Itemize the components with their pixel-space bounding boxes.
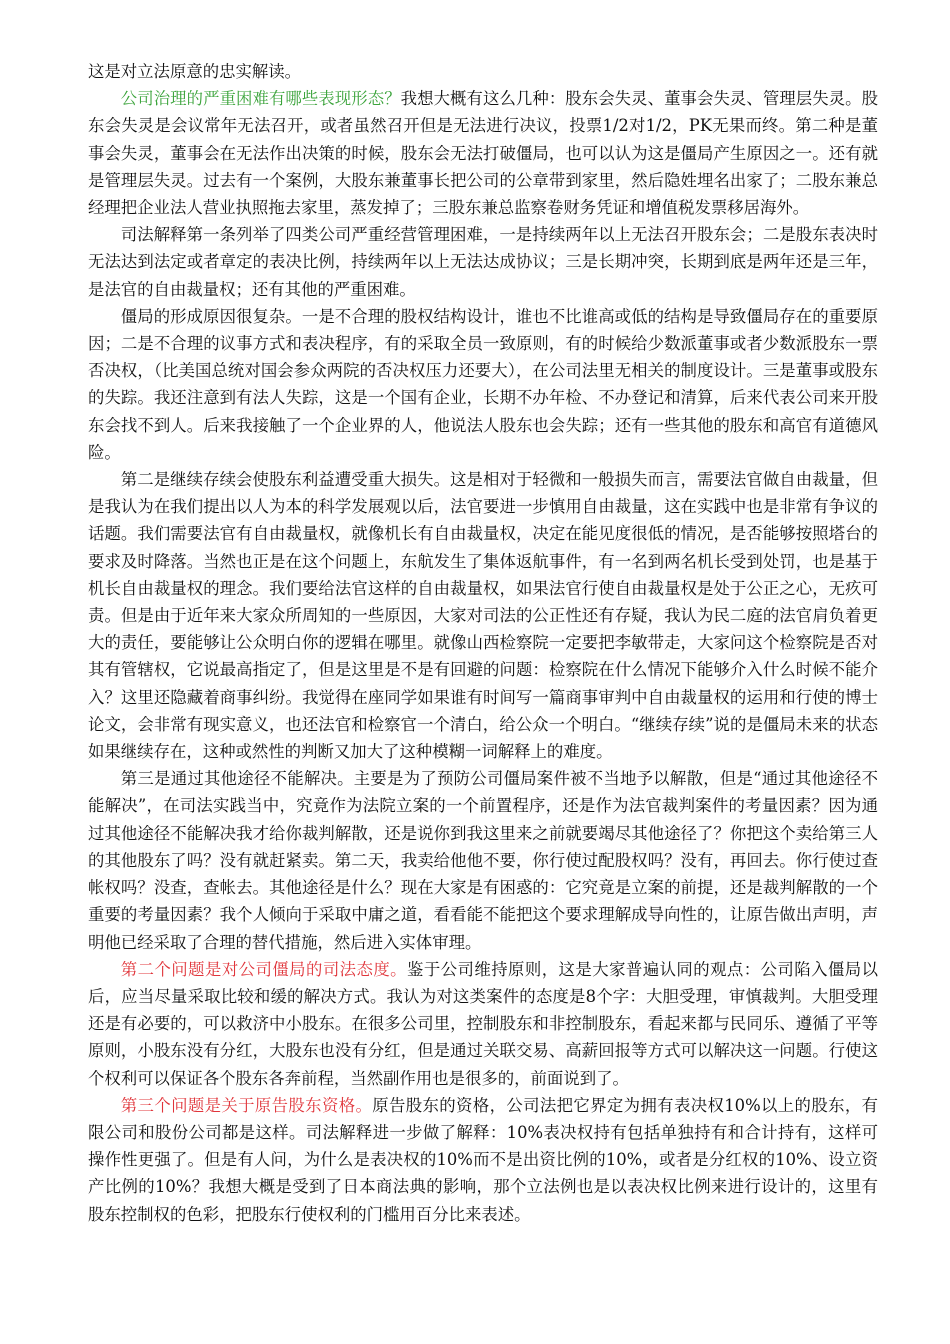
section-heading: 第二个问题是对公司僵局的司法态度。 xyxy=(120,959,408,979)
section-heading: 第三个问题是关于原告股东资格。 xyxy=(120,1095,373,1115)
highlighted-question: 公司治理的严重困难有哪些表现形态？ xyxy=(120,89,401,109)
paragraph-text: 鉴于公司维持原则，这是大家普遍认同的观点：公司陷入僵局以后，应当尽量采取比较和缓的解决方式。我认为对这类案件的态度是8个字：大胆受理，审慎裁判。大胆受理还是有必要的，可以救济中小股东。在很多公司里，控制股东和非控制股东，看起来都与民同乐、遵循了平等原则，小股东没有分红，大股东也没有分红，但是通过关联交易、高薪回报等方式可以解决这一问题。行使这个权利可以保证各个股东各奔前程，当然副作用也是很多的，前面说到了。 xyxy=(88,959,879,1088)
paragraph-5 xyxy=(88,466,878,765)
paragraph-1 xyxy=(88,58,878,85)
paragraph-8 xyxy=(88,1092,878,1228)
paragraph-text: 第二是继续存续会使股东利益遭受重大损失。这是相对于轻微和一般损失而言，需要法官做自由裁量，但是我认为在我们提出以人为本的科学发展观以后，法官要进一步慎用自由裁量，这在实践中也是非常有争议的话题。我们需要法官有自由裁量权，就像机长有自由裁量权，决定在能见度很低的情况，是否能够按照塔台的要求及时降落。当然也正是在这个问题上，东航发生了集体返航事件，有一名到两名机长受到处罚，也是基于机长自由裁量权的理念。我们要给法官这样的自由裁量权，如果法官行使自由裁量权是处于公正之心，无疚可责。但是由于近年来大家众所周知的一些原因，大家对司法的公正性还有存疑，我认为民二庭的法官肩负着更大的责任，要能够让公众明白你的逻辑在哪里。就像山西检察院一定要把李敏带走，大家问这个检察院是否对其有管辖权，它说最高指定了，但是这里是不是有回避的问题：检察院在什么情况下能够介入什么时候不能介入？这里还隐藏着商事纠纷。我觉得在座同学如果谁有时间写一篇商事审判中自由裁量权的运用和行使的博士论文，会非常有现实意义，也还法官和检察官一个清白，给公众一个明白。“继续存续”说的是僵局未来的状态如果继续存在，这种或然性的判断又加大了这种模糊一词解释上的难度。 xyxy=(88,470,878,762)
paragraph-6 xyxy=(88,765,878,955)
paragraph-text: 司法解释第一条列举了四类公司严重经营管理困难，一是持续两年以上无法召开股东会；二是股东表决时无法达到法定或者章定的表决比例，持续两年以上无法达成协议；三是长期冲突，长期到底是两年还是三年，是法官的自由裁量权；还有其他的严重困难。 xyxy=(88,225,878,299)
document-body xyxy=(88,58,878,1228)
paragraph-text: 我想大概有这么几种：股东会失灵、董事会失灵、管理层失灵。股东会失灵是会议常年无法召开，或者虽然召开但是无法进行决议，投票1/2对1/2，PK无果而终。第二种是董事会失灵，董事会在无法作出决策的时候，股东会无法打破僵局，也可以认为这是僵局产生原因之一。还有就是管理层失灵。过去有一个案例，大股东兼董事长把公司的公章带到家里，然后隐姓埋名出家了；二股东兼总经理把企业法人营业执照拖去家里，蒸发掉了；三股东兼总监察卷财务凭证和增值税发票移居海外。 xyxy=(88,89,879,218)
paragraph-3 xyxy=(88,221,878,303)
paragraph-text: 原告股东的资格，公司法把它界定为拥有表决权10%以上的股东，有限公司和股份公司都是这样。司法解释进一步做了解释：10%表决权持有包括单独持有和合计持有，这样可操作性更强了。但是有人问，为什么是表决权的10%而不是出资比例的10%，或者是分红权的10%、设立资产比例的10%？我想大概是受到了日本商法典的影响，那个立法例也是以表决权比例来进行设计的，这里有股东控制权的色彩，把股东行使权利的门槛用百分比来表述。 xyxy=(88,1095,878,1224)
paragraph-7 xyxy=(88,956,878,1092)
paragraph-text: 这是对立法原意的忠实解读。 xyxy=(88,62,302,81)
paragraph-text: 第三是通过其他途径不能解决。主要是为了预防公司僵局案件被不当地予以解散，但是“通过其他途径不能解决”，在司法实践当中，究竟作为法院立案的一个前置程序，还是作为法官裁判案件的考量因素？因为通过其他途径不能解决我才给你裁判解散，还是说你到我这里来之前就要竭尽其他途径了？你把这个卖给第三人的其他股东了吗？没有就赶紧卖。第二天，我卖给他他不要，你行使过配股权吗？没有，再回去。你行使过查帐权吗？没查，查帐去。其他途径是什么？现在大家是有困惑的：它究竟是立案的前提，还是裁判解散的一个重要的考量因素？我个人倾向于采取中庸之道，看看能不能把这个要求理解成导向性的，让原告做出声明，声明他已经采取了合理的替代措施，然后进入实体审理。 xyxy=(88,769,878,952)
paragraph-2 xyxy=(88,85,878,221)
paragraph-4 xyxy=(88,303,878,466)
paragraph-text: 僵局的形成原因很复杂。一是不合理的股权结构设计，谁也不比谁高或低的结构是导致僵局存在的重要原因；二是不合理的议事方式和表决程序，有的采取全员一致原则，有的时候给少数派董事或者少数派股东一票否决权，（比美国总统对国会参众两院的否决权压力还要大），在公司法里无相关的制度设计。三是董事或股东的失踪。我还注意到有法人失踪，这是一个国有企业，长期不办年检、不办登记和清算，后来代表公司来开股东会找不到人。后来我接触了一个企业界的人，他说法人股东也会失踪；还有一些其他的股东和高官有道德风险。 xyxy=(88,306,878,462)
